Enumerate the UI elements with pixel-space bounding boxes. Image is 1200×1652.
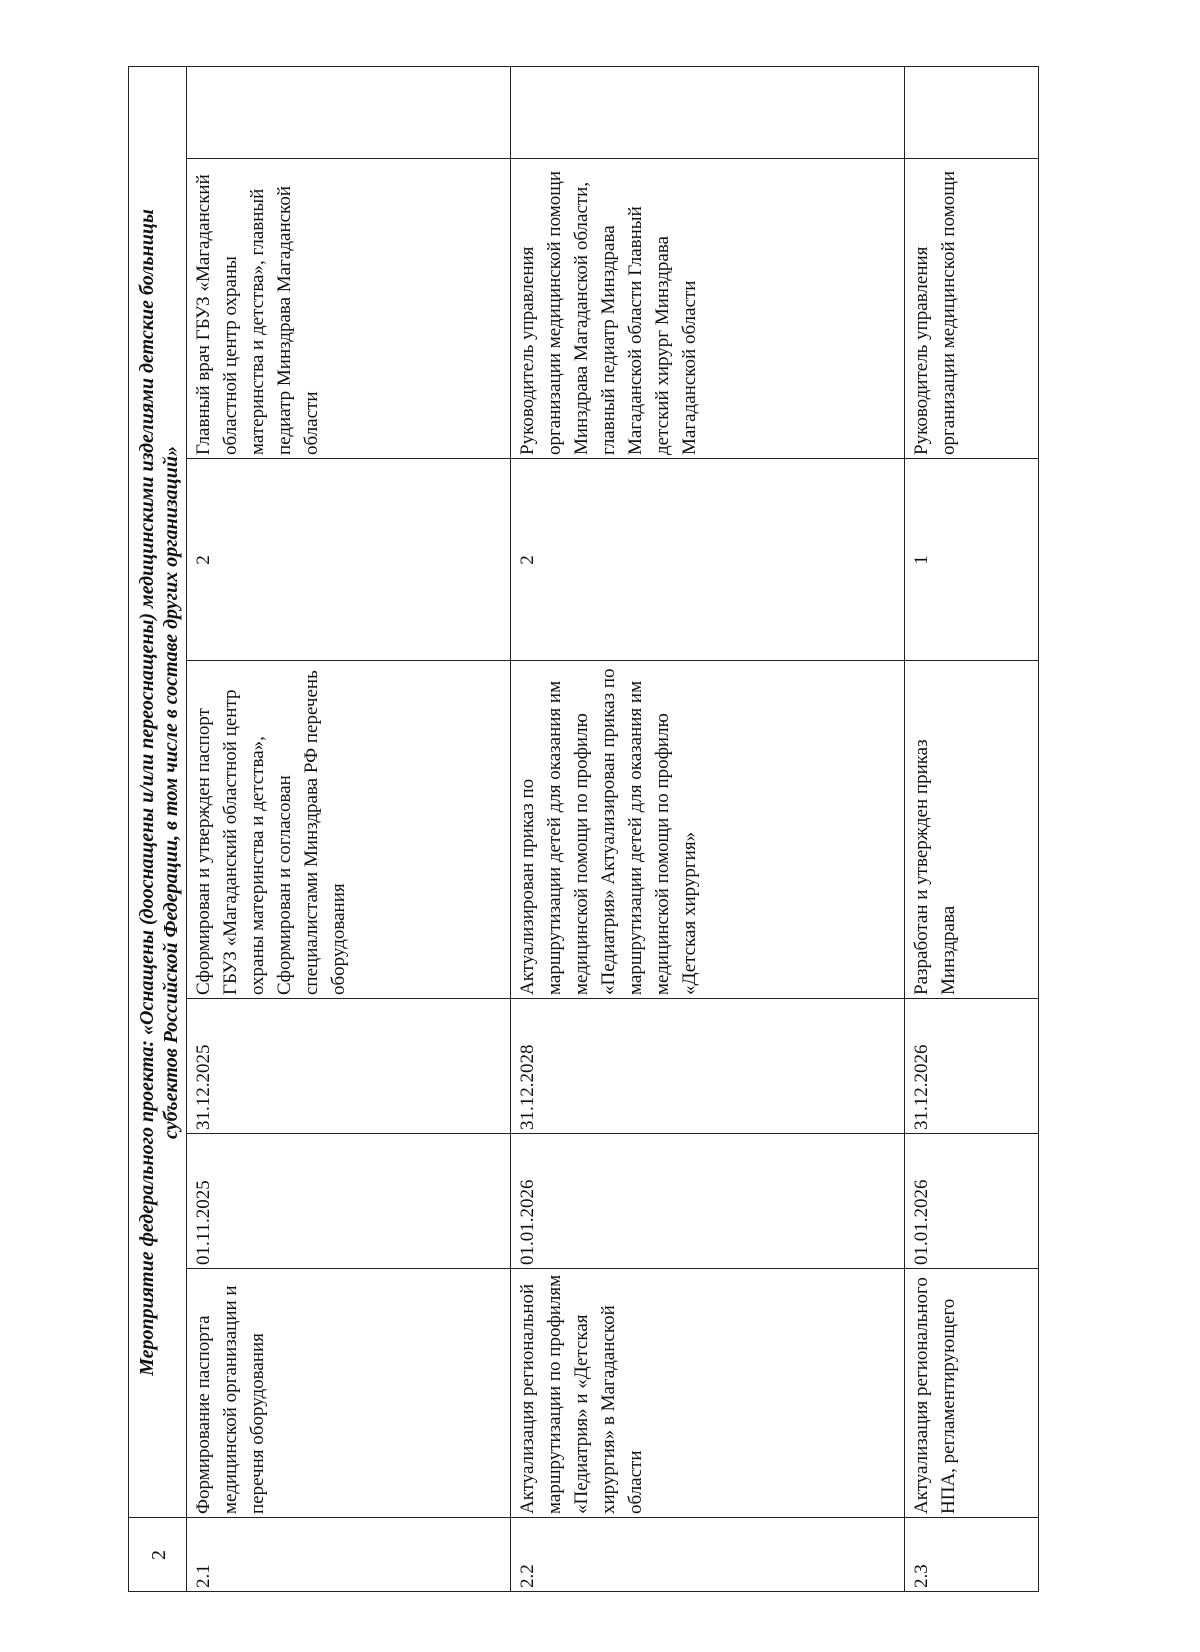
row-number: 2.1	[187, 1518, 511, 1592]
row-number: 2.2	[511, 1518, 905, 1592]
section-number: 2	[129, 1518, 187, 1592]
end-date: 31.12.2026	[905, 999, 1039, 1134]
extra-cell	[187, 66, 511, 158]
start-date: 01.01.2026	[905, 1134, 1039, 1269]
section-header-row	[129, 66, 187, 1591]
table-row	[187, 66, 511, 1591]
start-date: 01.01.2026	[511, 1134, 905, 1269]
rotated-table-wrapper	[128, 67, 1031, 1592]
table-row	[905, 66, 1039, 1591]
measure-name: Актуализация региональной маршрутизации по профилям «Педиатрия» и «Детская хирургия» в Магаданской области	[511, 1269, 905, 1518]
quantity: 1	[905, 459, 1039, 661]
end-date: 31.12.2028	[511, 999, 905, 1134]
end-date: 31.12.2025	[187, 999, 511, 1134]
start-date: 01.11.2025	[187, 1134, 511, 1269]
section-title-line-2: субъектов Российской Федерации, в том числе в составе других организаций»	[160, 446, 182, 1139]
result-description: Актуализирован приказ по маршрутизации детей для оказания им медицинской помощи по профилю «Педиатрия» Актуализирован приказ по маршрутизации детей для оказания им медицинской помощи по профилю «Детская хирургия»	[511, 661, 905, 999]
responsible-person: Руководитель управления организации медицинской помощи	[905, 159, 1039, 459]
result-description: Сформирован и утвержден паспорт ГБУЗ «Магаданский областной центр охраны материнства и детства», Сформирован и согласован специалистами Минздрава РФ перечень оборудования	[187, 661, 511, 999]
extra-cell	[905, 66, 1039, 158]
quantity: 2	[187, 459, 511, 661]
quantity: 2	[511, 459, 905, 661]
section-title	[129, 66, 187, 1517]
section-title-line-1: Мероприятие федерального проекта: «Оснащены (дооснащены и/или переоснащены) медицинскими изделиями детские больницы	[136, 209, 158, 1376]
result-description: Разработан и утвержден приказ Минздрава	[905, 661, 1039, 999]
measure-name: Актуализация регионального НПА, регламентирующего	[905, 1269, 1039, 1518]
measures-table	[128, 66, 1039, 1592]
responsible-person: Руководитель управления организации медицинской помощи Минздрава Магаданской области, главный педиатр Минздрава Магаданской области Главный детский хирург Минздрава Магаданской области	[511, 159, 905, 459]
responsible-person: Главный врач ГБУЗ «Магаданский областной центр охраны материнства и детства», главный педиатр Минздрава Магаданской области	[187, 159, 511, 459]
table-row	[511, 66, 905, 1591]
measure-name: Формирование паспорта медицинской организации и перечня оборудования	[187, 1269, 511, 1518]
extra-cell	[511, 66, 905, 158]
row-number: 2.3	[905, 1518, 1039, 1592]
